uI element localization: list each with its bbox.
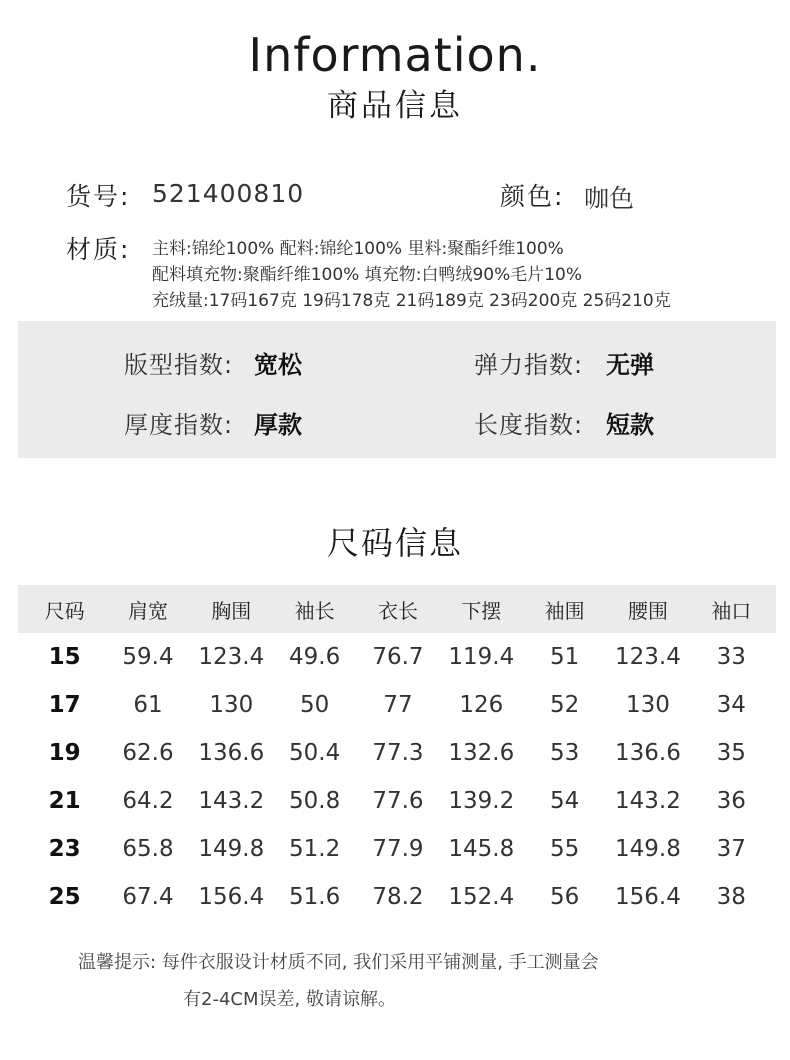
table-row (23, 729, 773, 777)
title-chinese: 商品信息 (327, 88, 463, 124)
table-cell: 67.4 (122, 884, 174, 910)
table-cell: 51.2 (289, 836, 341, 862)
table-cell: 136.6 (198, 740, 265, 766)
table-cell: 52 (549, 692, 580, 718)
table-cell: 53 (549, 740, 580, 766)
size-table-header-row (23, 585, 773, 633)
size-table (23, 585, 773, 921)
header-sleeve-width: 袖围 (544, 598, 585, 623)
fit-index-label: 版型指数: (124, 351, 234, 379)
elastic-index-value: 无弹 (606, 351, 654, 379)
length-index-label: 长度指数: (474, 411, 584, 439)
table-cell: 126 (459, 692, 504, 718)
table-row (23, 633, 773, 681)
table-cell: 152.4 (448, 884, 515, 910)
table-cell: 65.8 (122, 836, 174, 862)
header-sleeve-length: 袖长 (294, 598, 335, 623)
header-body-length: 衣长 (377, 598, 418, 623)
table-cell: 34 (716, 692, 746, 718)
header-cuff: 袖口 (711, 598, 752, 623)
table-cell: 50.4 (289, 740, 341, 766)
table-row (23, 873, 773, 921)
material-label: 材质: (66, 235, 131, 264)
table-cell: 149.8 (615, 836, 681, 862)
table-cell: 77.3 (372, 740, 424, 766)
thickness-index-value: 厚款 (254, 411, 302, 439)
table-cell: 76.7 (372, 644, 424, 670)
header-waist: 腰围 (627, 598, 668, 623)
table-cell: 78.2 (372, 884, 424, 910)
length-index-value: 短款 (606, 411, 654, 439)
table-cell: 130 (209, 692, 254, 718)
table-cell: 143.2 (615, 788, 681, 814)
material-line: 配料填充物:聚酯纤维100% 填充物:白鸭绒90%毛片10% (152, 265, 583, 285)
table-cell: 145.8 (448, 836, 515, 862)
size-section-title: 尺码信息 (326, 524, 463, 562)
table-cell: 136.6 (615, 740, 681, 766)
table-cell: 36 (716, 788, 746, 814)
table-cell: 139.2 (448, 788, 515, 814)
table-cell: 130 (626, 692, 670, 718)
table-cell: 64.2 (122, 788, 174, 814)
table-cell: 51.6 (289, 884, 341, 910)
table-cell: 35 (716, 740, 746, 766)
table-cell: 143.2 (198, 788, 265, 814)
sku-label: 货号: (66, 182, 131, 211)
table-cell: 54 (549, 788, 580, 814)
table-cell: 56 (549, 884, 580, 910)
header-size: 尺码 (44, 598, 85, 623)
title-english: Information. (248, 28, 542, 82)
table-cell: 77.6 (372, 788, 424, 814)
table-cell: 59.4 (122, 644, 174, 670)
measurement-note-line1: 温馨提示: 每件衣服设计材质不同, 我们采用平铺测量, 手工测量会 (78, 952, 599, 973)
thickness-index-label: 厚度指数: (124, 411, 234, 439)
table-cell: 149.8 (198, 836, 265, 862)
fit-index-value: 宽松 (254, 351, 302, 379)
table-cell: 37 (716, 836, 746, 862)
table-cell: 25 (48, 884, 81, 910)
color-value: 咖色 (584, 184, 635, 213)
table-row (23, 825, 773, 873)
table-cell: 38 (716, 884, 746, 910)
table-cell: 123.4 (198, 644, 265, 670)
table-cell: 62.6 (122, 740, 174, 766)
header-chest: 胸围 (211, 598, 252, 623)
table-cell: 19 (48, 740, 81, 766)
table-cell: 51 (549, 644, 580, 670)
table-cell: 23 (48, 836, 81, 862)
table-cell: 55 (549, 836, 580, 862)
sku-value: 521400810 (152, 179, 305, 208)
table-cell: 21 (48, 788, 81, 814)
table-cell: 50 (300, 692, 330, 718)
color-label: 颜色: (500, 182, 565, 211)
header-shoulder: 肩宽 (127, 598, 168, 623)
table-cell: 15 (48, 644, 81, 670)
measurement-note-line2: 有2-4CM误差, 敬请谅解。 (183, 989, 396, 1010)
table-row (23, 681, 773, 729)
table-cell: 17 (48, 692, 81, 718)
table-cell: 50.8 (289, 788, 341, 814)
table-row (23, 777, 773, 825)
table-cell: 132.6 (448, 740, 515, 766)
table-cell: 119.4 (448, 644, 515, 670)
table-cell: 156.4 (198, 884, 265, 910)
table-cell: 123.4 (615, 644, 681, 670)
table-cell: 77 (383, 692, 413, 718)
table-cell: 49.6 (289, 644, 341, 670)
table-cell: 61 (133, 692, 163, 718)
table-cell: 33 (716, 644, 746, 670)
elastic-index-label: 弹力指数: (474, 351, 584, 379)
down-fill-line: 充绒量:17码167克 19码178克 21码189克 23码200克 25码210克 (152, 291, 671, 311)
table-cell: 156.4 (615, 884, 681, 910)
header-hem: 下摆 (461, 598, 502, 623)
table-cell: 77.9 (372, 836, 424, 862)
material-line: 主料:锦纶100% 配料:锦纶100% 里料:聚酯纤维100% (152, 239, 564, 259)
